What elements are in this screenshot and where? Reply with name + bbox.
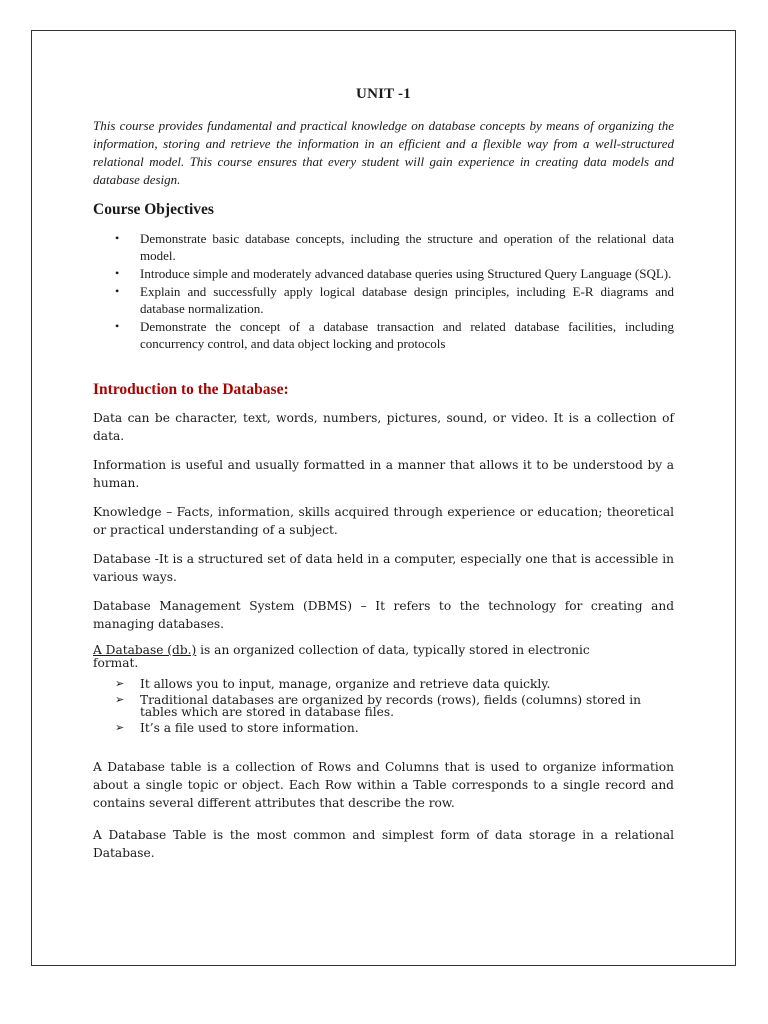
objectives-list — [93, 230, 674, 352]
objective-text: Explain and successfully apply logical database design principles, including E-R diagrams and database normalization. — [140, 284, 674, 316]
database-term: A Database (db.) — [93, 643, 197, 657]
paragraph-dbms: Database Management System (DBMS) – It refers to the technology for creating and managing databases. — [93, 599, 674, 631]
objective-text: Demonstrate basic database concepts, including the structure and operation of the relational data model. — [140, 231, 674, 263]
feature-item — [93, 694, 653, 718]
bullet-icon: • — [115, 266, 120, 280]
objectives-heading: Course Objectives — [93, 201, 214, 218]
database-definition — [93, 644, 613, 670]
objective-text: Demonstrate the concept of a database transaction and related database facilities, including concurrency control, and data object locking and protocols — [140, 319, 674, 351]
definition-text: is an organized collection of data, typically stored in electronic format. — [93, 643, 590, 670]
document-body — [93, 86, 674, 873]
bullet-icon: • — [115, 284, 120, 298]
feature-item — [93, 678, 653, 690]
feature-item — [93, 722, 653, 734]
objective-item — [93, 318, 674, 352]
course-intro: This course provides fundamental and practical knowledge on database concepts by means of organizing the information, storing and retrieve the information in an efficient and a flexible way from a well-structured relational model. This course ensures that every student will gain experience in creating data models and database design. — [93, 118, 674, 187]
paragraph-knowledge: Knowledge – Facts, information, skills acquired through experience or education; theoretical or practical understanding of a subject. — [93, 505, 674, 537]
feature-text: It allows you to input, manage, organize and retrieve data quickly. — [140, 677, 551, 691]
objective-text: Introduce simple and moderately advanced database queries using Structured Query Language (SQL). — [140, 266, 672, 281]
paragraph-table-storage: A Database Table is the most common and simplest form of data storage in a relational Database. — [93, 828, 674, 860]
paragraph-data: Data can be character, text, words, numbers, pictures, sound, or video. It is a collection of data. — [93, 411, 674, 443]
objective-item — [93, 265, 674, 282]
database-intro-heading: Introduction to the Database: — [93, 381, 289, 398]
paragraph-database-table: A Database table is a collection of Rows and Columns that is used to organize information about a single topic or object. Each Row within a Table corresponds to a single record and contains several different attributes that describe the row. — [93, 760, 674, 810]
paragraph-database: Database -It is a structured set of data held in a computer, especially one that is accessible in various ways. — [93, 552, 674, 584]
database-features-list — [93, 678, 653, 734]
arrow-bullet-icon: ➢ — [115, 693, 125, 706]
objective-item — [93, 230, 674, 264]
feature-text: It’s a file used to store information. — [140, 721, 359, 735]
unit-title: UNIT -1 — [356, 86, 411, 102]
objective-item — [93, 283, 674, 317]
bullet-icon: • — [115, 231, 120, 245]
arrow-bullet-icon: ➢ — [115, 677, 125, 690]
paragraph-information: Information is useful and usually formatted in a manner that allows it to be understood by a human. — [93, 458, 674, 490]
bullet-icon: • — [115, 319, 120, 333]
arrow-bullet-icon: ➢ — [115, 721, 125, 734]
feature-text: Traditional databases are organized by records (rows), fields (columns) stored in tables which are stored in database files. — [140, 693, 642, 719]
